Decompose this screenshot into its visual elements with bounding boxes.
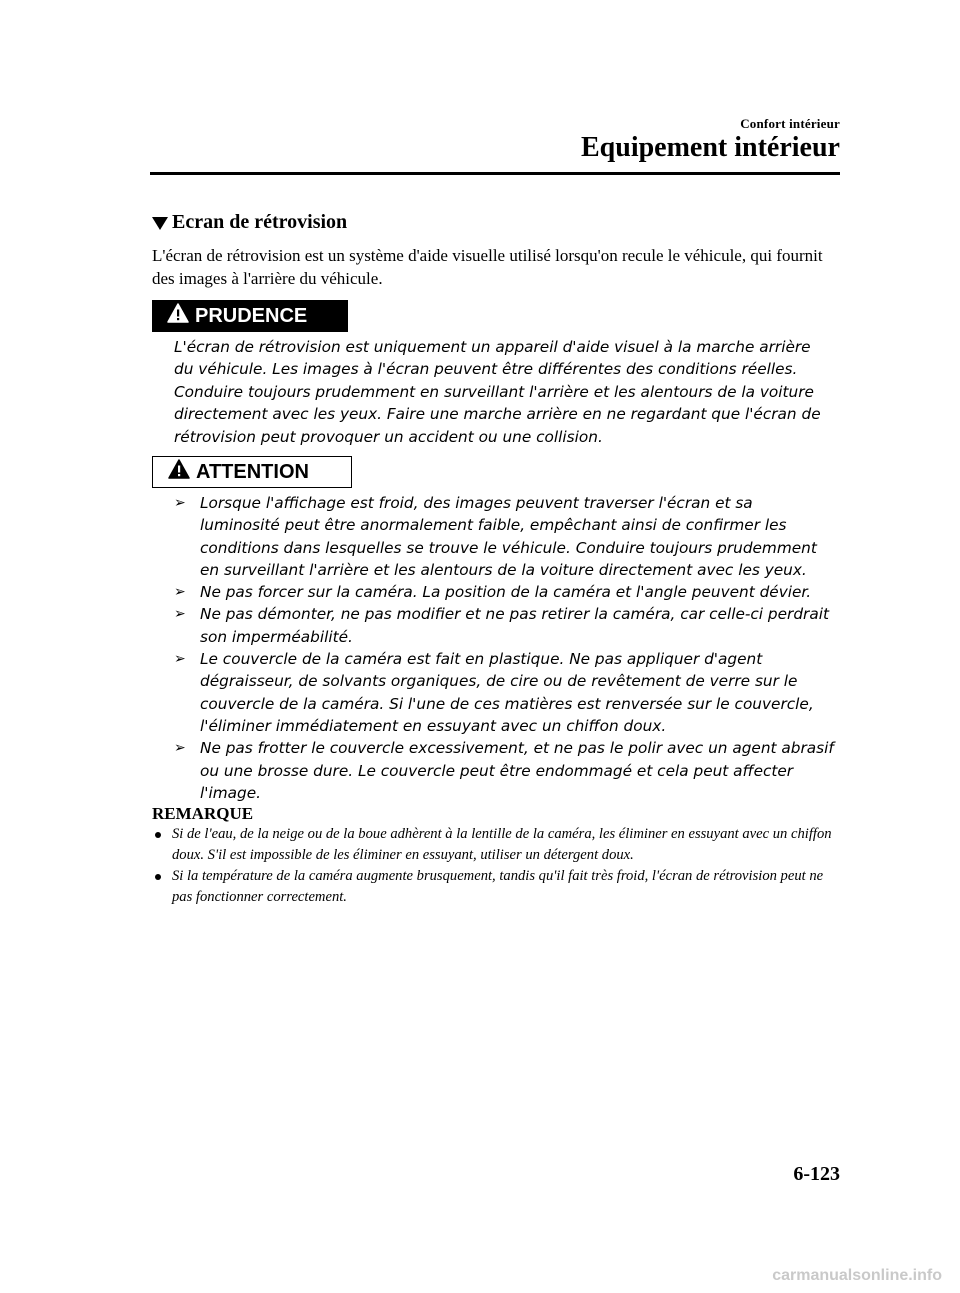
- arrow-bullet-icon: ➢: [174, 606, 186, 623]
- attention-badge: [152, 456, 352, 488]
- page-number: 6-123: [793, 1163, 840, 1185]
- list-item: ➢ Le couvercle de la caméra est fait en plastique. Ne pas appliquer d'agent dégraisseur, de solvants organiques, de cire ou de revêtement de verre sur le couvercle de la caméra. Si l'une de ces matières est renversée sur le couvercle, l'éliminer immédiatement en essuyant avec un chiffon doux.: [174, 650, 814, 735]
- section-heading: [152, 211, 347, 234]
- list-item: ➢ Ne pas forcer sur la caméra. La position de la caméra et l'angle peuvent dévier.: [174, 581, 836, 603]
- note-list: [152, 824, 842, 908]
- down-triangle-icon: [152, 217, 168, 230]
- list-item: Si de l'eau, de la neige ou de la boue adhèrent à la lentille de la caméra, les éliminer en essuyant avec un chiffon doux. S'il est impossible de les éliminer en essuyant, utiliser un détergent doux.: [152, 824, 842, 866]
- arrow-bullet-icon: ➢: [174, 651, 186, 668]
- note-heading: REMARQUE: [152, 804, 254, 823]
- attention-label: ATTENTION: [196, 460, 309, 483]
- arrow-bullet-icon: ➢: [174, 740, 186, 757]
- arrow-bullet-icon: ➢: [174, 495, 186, 511]
- section-heading-text: Ecran de rétrovision: [172, 211, 348, 233]
- section-intro: L'écran de rétrovision est un système d'aide visuelle utilisé lorsqu'on recule le véhicule, qui fournit des images à l'arrière du véhicule.: [152, 246, 823, 288]
- warning-triangle-icon: [168, 459, 190, 485]
- page-title: Equipement intérieur: [581, 132, 840, 163]
- prudence-label: PRUDENCE: [195, 304, 308, 327]
- list-item: ➢ Lorsque l'affichage est froid, des images peuvent traverser l'écran et sa luminosité peut être anormalement faible, empêchant ainsi de confirmer les conditions dans lesquelles se trouve le véhicule. Conduire toujours prudemment en surveillant l'arrière et les alentours de la voiture directement avec les yeux.: [174, 494, 817, 579]
- list-item: Si la température de la caméra augmente brusquement, tandis qu'il fait très froid, l'écran de rétrovision peut ne pas fonctionner correctement.: [152, 866, 842, 908]
- chapter-title: Confort intérieur: [740, 116, 840, 131]
- list-item: ➢ Ne pas frotter le couvercle excessivement, et ne pas le polir avec un agent abrasif ou une brosse dure. Le couvercle peut être endommagé et cela peut affecter l'image.: [174, 739, 834, 802]
- list-item: ➢ Ne pas démonter, ne pas modifier et ne pas retirer la caméra, car celle-ci perdrait son imperméabilité.: [174, 605, 829, 646]
- header-divider: [150, 172, 840, 175]
- prudence-badge: [152, 300, 348, 332]
- attention-list: [174, 492, 836, 804]
- arrow-bullet-icon: ➢: [174, 584, 186, 601]
- prudence-text: L'écran de rétrovision est uniquement un appareil d'aide visuel à la marche arrière du véhicule. Les images à l'écran peuvent être différentes des conditions réelles. Conduire toujours prudemment en surveillant l'arrière et les alentours de la voiture directement avec les yeux. Faire une marche arrière en ne regardant que l'écran de rétrovision peut provoquer un accident ou une collision.: [174, 338, 821, 446]
- warning-triangle-icon: [167, 303, 189, 329]
- watermark: carmanualsonline.info: [772, 1267, 942, 1284]
- dot-bullet-icon: [155, 832, 161, 838]
- dot-bullet-icon: [155, 874, 161, 880]
